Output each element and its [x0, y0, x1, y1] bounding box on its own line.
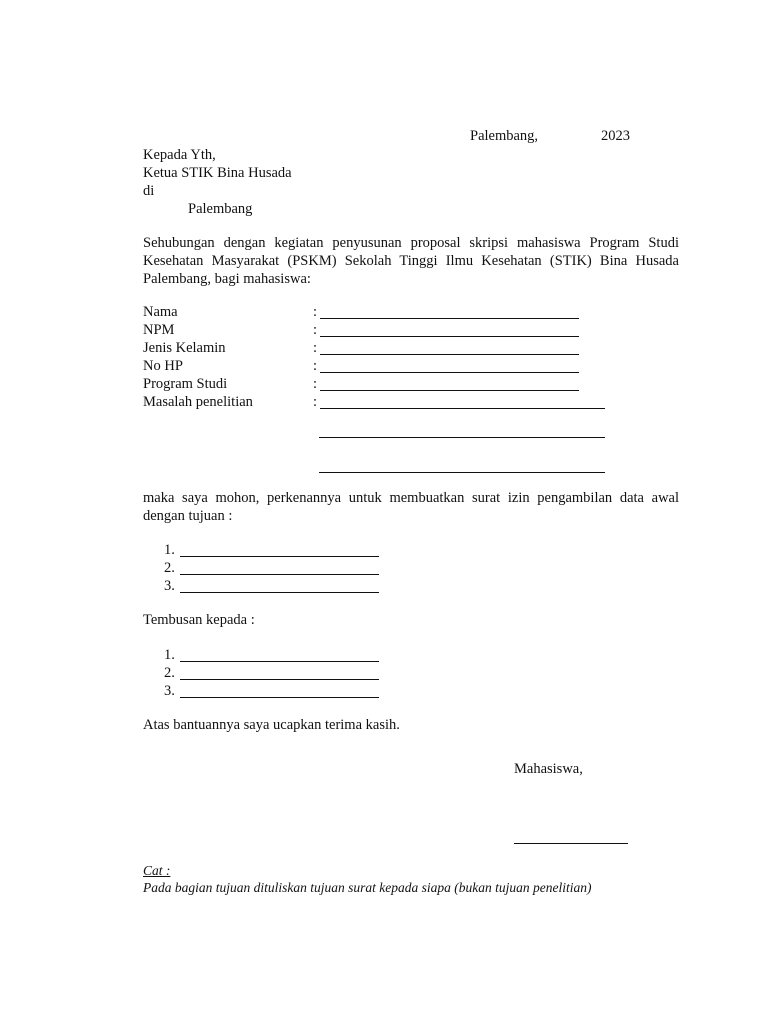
field-separator: :: [313, 340, 318, 356]
field-separator: :: [313, 358, 318, 374]
field-separator: :: [313, 376, 318, 392]
name-blank-line: [320, 318, 579, 319]
signature-blank-line: [514, 843, 628, 844]
date-place: Palembang,: [470, 128, 539, 144]
destination-blank-line: [180, 592, 379, 593]
gender-blank-line: [320, 354, 579, 355]
field-label: Jenis Kelamin: [143, 340, 226, 356]
note-label: Cat :: [143, 863, 171, 878]
field-separator: :: [313, 304, 318, 320]
list-item-number: 2.: [164, 560, 175, 576]
cc-blank-line: [180, 679, 379, 680]
date-year: 2023: [601, 128, 630, 144]
recipient-greeting: Kepada Yth,: [143, 147, 216, 163]
recipient-at: di: [143, 183, 155, 199]
field-label: NPM: [143, 322, 175, 338]
cc-heading: Tembusan kepada :: [143, 612, 255, 628]
field-label: Program Studi: [143, 376, 228, 392]
destination-blank-line: [180, 556, 379, 557]
problem-blank-line: [319, 437, 605, 438]
field-label: No HP: [143, 358, 183, 374]
list-item-number: 3.: [164, 683, 175, 699]
list-item-number: 3.: [164, 578, 175, 594]
phone-blank-line: [320, 372, 579, 373]
request-paragraph: maka saya mohon, perkenannya untuk membuatkan surat izin pengambilan data awal dengan tujuan :: [143, 490, 679, 524]
problem-blank-line: [320, 408, 605, 409]
list-item-number: 2.: [164, 665, 175, 681]
recipient-title: Ketua STIK Bina Husada: [143, 165, 292, 181]
cc-blank-line: [180, 661, 379, 662]
field-label: Nama: [143, 304, 178, 320]
recipient-city: Palembang: [188, 201, 253, 217]
npm-blank-line: [320, 336, 579, 337]
closing-sentence: Atas bantuannya saya ucapkan terima kasih.: [143, 717, 400, 733]
field-separator: :: [313, 394, 318, 410]
note-text: Pada bagian tujuan dituliskan tujuan surat kepada siapa (bukan tujuan penelitian): [143, 880, 592, 895]
cc-blank-line: [180, 697, 379, 698]
field-separator: :: [313, 322, 318, 338]
problem-blank-line: [319, 472, 605, 473]
program-blank-line: [320, 390, 579, 391]
destination-blank-line: [180, 574, 379, 575]
intro-paragraph: Sehubungan dengan kegiatan penyusunan proposal skripsi mahasiswa Program Studi Kesehatan Masyarakat (PSKM) Sekolah Tinggi Ilmu Kesehatan (STIK) Bina Husada Palembang, bagi mahasiswa:: [143, 235, 679, 287]
field-label: Masalah penelitian: [143, 394, 253, 410]
list-item-number: 1.: [164, 647, 175, 663]
list-item-number: 1.: [164, 542, 175, 558]
signature-label: Mahasiswa,: [514, 761, 583, 777]
